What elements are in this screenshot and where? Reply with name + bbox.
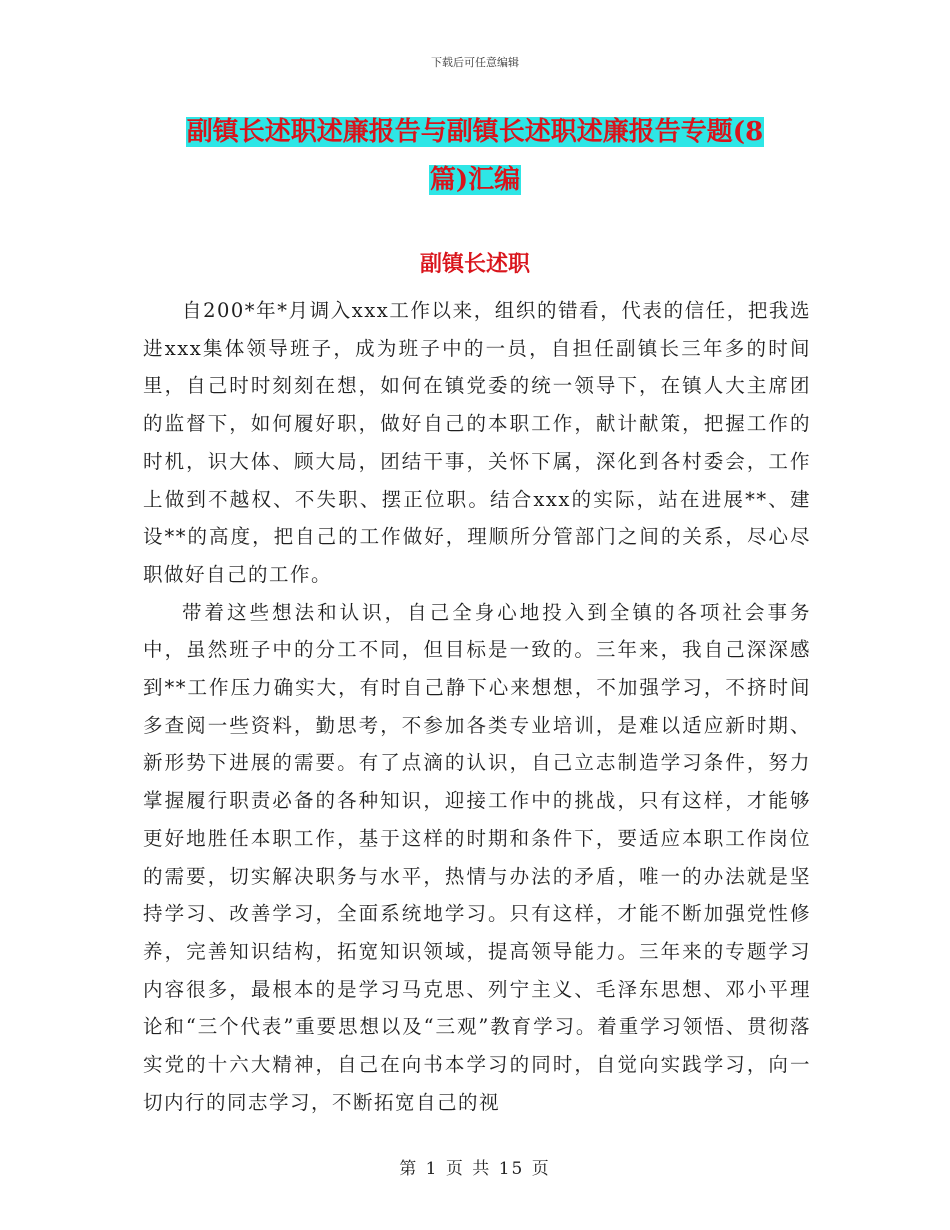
page-header-note: 下载后可任意编辑	[431, 56, 519, 69]
document-title	[0, 108, 950, 204]
title-line-1: 副镇长述职述廉报告与副镇长述职述廉报告专题(8	[186, 117, 764, 147]
paragraph: 带着这些想法和认识，自己全身心地投入到全镇的各项社会事务中，虽然班子中的分工不同，但目标是一致的。三年来，我自己深深感到**工作压力确实大，有时自己静下心来想想，不加强学习，不挤时间多查阅一些资料，勤思考，不参加各类专业培训，是难以适应新时期、新形势下进展的需要。有了点滴的认识，自己立志制造学习条件，努力掌握履行职责必备的各种知识，迎接工作中的挑战，只有这样，才能够更好地胜任本职工作，基于这样的时期和条件下，要适应本职工作岗位的需要，切实解决职务与水平，热情与办法的矛盾，唯一的办法就是坚持学习、改善学习，全面系统地学习。只有这样，才能不断加强党性修养，完善知识结构，拓宽知识领域，提高领导能力。三年来的专题学习内容很多，最根本的是学习马克思、列宁主义、毛泽东思想、邓小平理论和“三个代表”重要思想以及“三观”教育学习。着重学习领悟、贯彻落实党的十六大精神，自己在向书本学习的同时，自觉向实践学习，向一切内行的同志学习，不断拓宽自己的视	[143, 600, 811, 1114]
page-number: 第 1 页 共 15 页	[399, 1159, 551, 1179]
section-heading: 副镇长述职	[419, 251, 530, 277]
document-body	[143, 292, 811, 1121]
title-line-2: 篇)汇编	[429, 165, 521, 195]
paragraph: 自200*年*月调入xxx工作以来，组织的错看，代表的信任，把我选进xxx集体领导班子，成为班子中的一员，自担任副镇长三年多的时间里，自己时时刻刻在想，如何在镇党委的统一领导下，在镇人大主席团的监督下，如何履好职，做好自己的本职工作，献计献策，把握工作的时机，识大体、顾大局，团结干事，关怀下属，深化到各村委会，工作上做到不越权、不失职、摆正位职。结合xxx的实际，站在进展**、建设**的高度，把自己的工作做好，理顺所分管部门之间的关系，尽心尽职做好自己的工作。	[143, 299, 811, 586]
